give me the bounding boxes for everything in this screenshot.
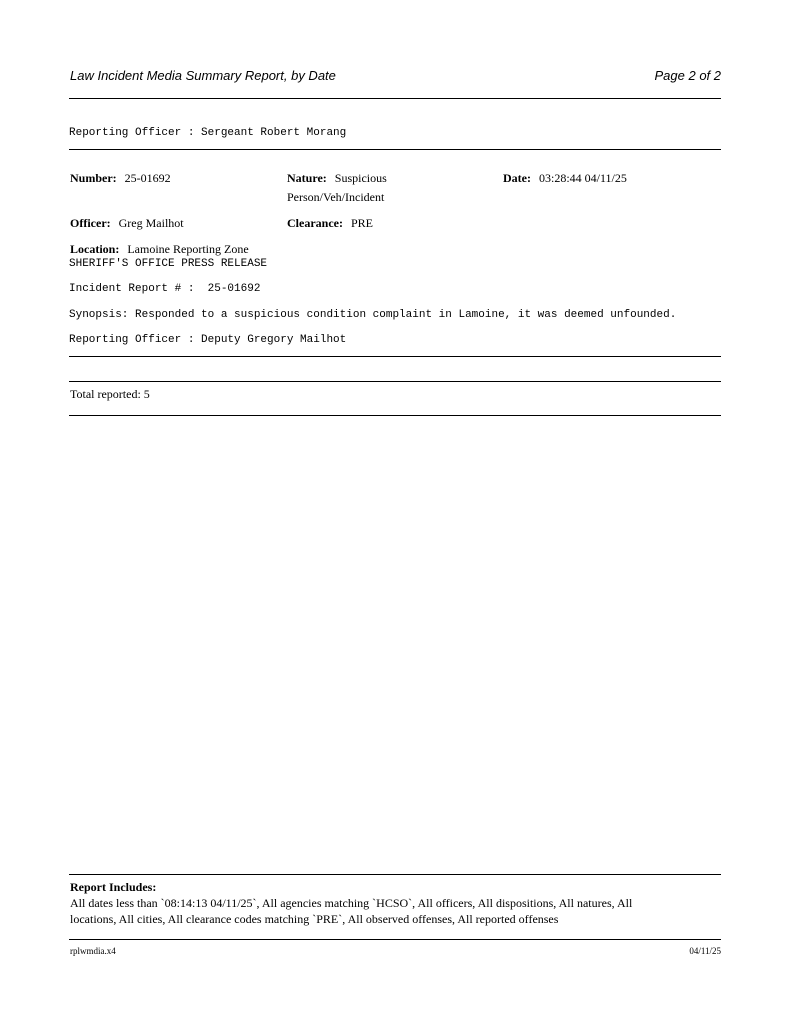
totals-bottom-divider xyxy=(69,415,721,416)
clearance-field xyxy=(287,214,373,233)
officer-field xyxy=(70,214,184,233)
totals-top-divider xyxy=(69,381,721,382)
press-release-heading: SHERIFF'S OFFICE PRESS RELEASE xyxy=(69,258,268,270)
date-field xyxy=(503,169,627,188)
report-includes-text xyxy=(70,895,632,927)
record-end-divider xyxy=(69,356,721,357)
footer-top-divider xyxy=(69,874,721,875)
incident-report-number: Incident Report # : 25-01692 xyxy=(69,283,261,295)
footer-bottom-divider xyxy=(69,939,721,940)
officer-value: Greg Mailhot xyxy=(118,216,184,230)
total-reported: Total reported: 5 xyxy=(70,387,150,401)
date-label: Date: xyxy=(503,171,531,185)
previous-reporting-officer: Reporting Officer : Sergeant Robert Morang xyxy=(69,127,347,139)
header-divider xyxy=(69,98,721,99)
report-includes-label: Report Includes: xyxy=(70,880,157,894)
location-field xyxy=(70,240,249,259)
nature-label: Nature: xyxy=(287,171,327,185)
clearance-value: PRE xyxy=(350,216,373,230)
nature-field xyxy=(287,169,387,207)
report-includes-line1: All dates less than `08:14:13 04/11/25`, All agencies matching `HCSO`, All officers, All dispositions, All natures, All xyxy=(70,896,633,910)
reporting-officer: Reporting Officer : Deputy Gregory Mailhot xyxy=(69,334,347,346)
nature-value-line1: Suspicious xyxy=(334,171,387,185)
number-value: 25-01692 xyxy=(124,171,171,185)
print-date: 04/11/25 xyxy=(689,946,721,956)
record-divider xyxy=(69,149,721,150)
report-id: rplwmdia.x4 xyxy=(70,946,116,956)
location-label: Location: xyxy=(70,242,120,256)
officer-label: Officer: xyxy=(70,216,111,230)
location-value: Lamoine Reporting Zone xyxy=(127,242,249,256)
clearance-label: Clearance: xyxy=(287,216,343,230)
date-value: 03:28:44 04/11/25 xyxy=(538,171,627,185)
synopsis: Synopsis: Responded to a suspicious condition complaint in Lamoine, it was deemed unfounded. xyxy=(69,309,677,321)
nature-value-line2: Person/Veh/Incident xyxy=(287,190,385,204)
page-number: Page 2 of 2 xyxy=(654,68,721,83)
number-label: Number: xyxy=(70,171,117,185)
report-includes-line2: locations, All cities, All clearance codes matching `PRE`, All observed offenses, All reported offenses xyxy=(70,912,559,926)
number-field xyxy=(70,169,171,188)
report-title: Law Incident Media Summary Report, by Date xyxy=(70,68,336,83)
